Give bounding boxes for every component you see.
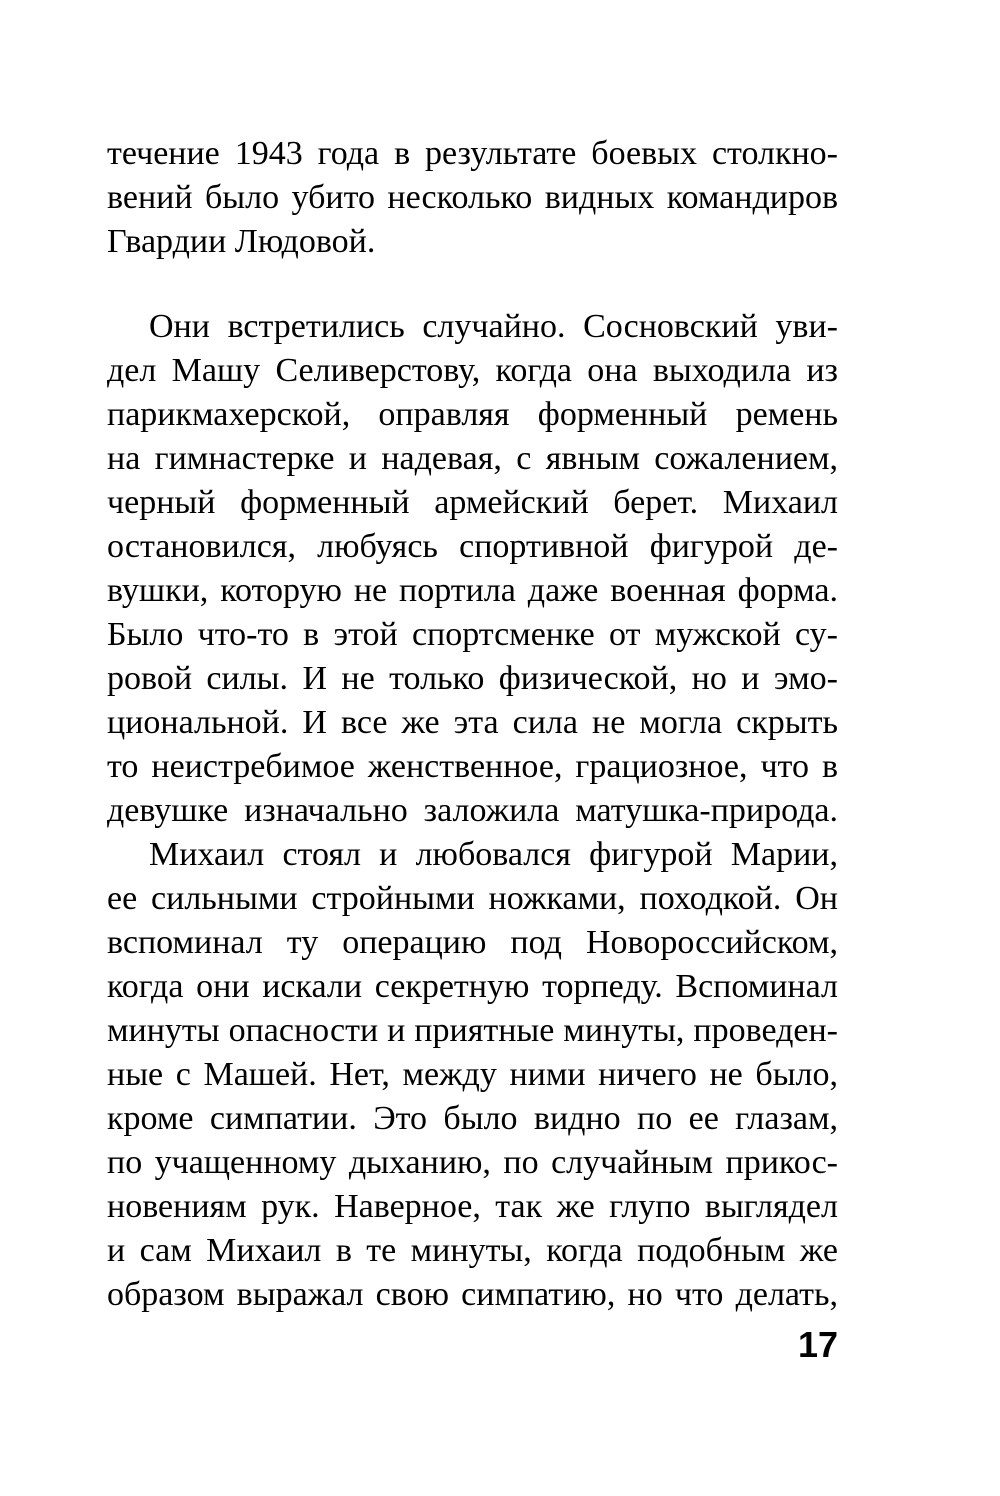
text-line: парикмахерской, оправляя форменный ремень	[107, 396, 838, 433]
text-line: и сам Михаил в те минуты, когда подобным же	[107, 1232, 838, 1269]
page-number: 17	[797, 1324, 838, 1365]
text-line: новениям рук. Наверное, так же глупо выглядел	[107, 1188, 838, 1225]
text-line: образом выражал свою симпатию, но что делать,	[107, 1276, 838, 1313]
text-line: Было что-то в этой спортсменке от мужской су-	[107, 616, 838, 653]
text-line: минуты опасности и приятные минуты, проведен-	[107, 1012, 838, 1049]
text-line: на гимнастерке и надевая, с явным сожалением,	[107, 440, 838, 477]
text-line: черный форменный армейский берет. Михаил	[107, 484, 838, 521]
text-line: вспоминал ту операцию под Новороссийском,	[107, 924, 838, 961]
text-line: то неистребимое женственное, грациозное, что в	[107, 748, 838, 785]
text-line: Гвардии Людовой.	[107, 223, 376, 260]
text-line: дел Машу Селиверстову, когда она выходила из	[107, 352, 838, 389]
text-line: вений было убито несколько видных командиров	[107, 179, 838, 216]
text-line: Михаил стоял и любовался фигурой Марии,	[149, 836, 838, 873]
text-line: вушки, которую не портила даже военная форма.	[107, 572, 838, 609]
text-line: ные с Машей. Нет, между ними ничего не было,	[107, 1056, 838, 1093]
text-line: девушке изначально заложила матушка-природа.	[107, 792, 838, 829]
text-line: течение 1943 года в результате боевых столкно-	[107, 135, 838, 172]
text-line: циональной. И все же эта сила не могла скрыть	[107, 704, 838, 741]
text-line: Они встретились случайно. Сосновский уви-	[149, 308, 838, 345]
text-line: кроме симпатии. Это было видно по ее глазам,	[107, 1100, 838, 1137]
text-line: остановился, любуясь спортивной фигурой де-	[107, 528, 838, 565]
text-line: ее сильными стройными ножками, походкой. Он	[107, 880, 838, 917]
text-line: когда они искали секретную торпеду. Вспоминал	[107, 968, 838, 1005]
text-line: ровой силы. И не только физической, но и эмо-	[107, 660, 838, 697]
text-line: по учащенному дыханию, по случайным прикос-	[107, 1144, 838, 1181]
text-block	[107, 132, 838, 1317]
